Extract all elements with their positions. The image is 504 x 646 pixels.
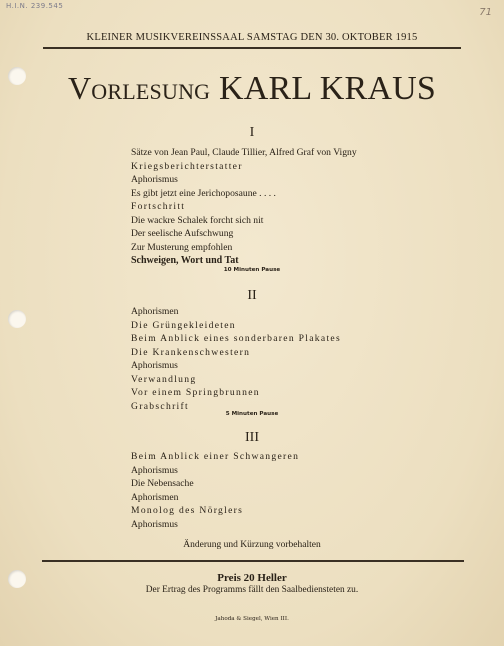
archive-stamp: H.I.N. 239.545 <box>6 2 64 10</box>
intermission-note: 5 Minuten Pause <box>225 411 279 417</box>
program-item: Aphorismus <box>131 464 178 476</box>
intermission-note: 10 Minuten Pause <box>223 267 281 273</box>
section-list <box>131 146 431 268</box>
program-item: Aphorismus <box>131 360 178 371</box>
program-item: Zur Musterung empfohlen <box>131 241 233 253</box>
section-numeral: I <box>249 125 255 140</box>
program-item: Die Grüngekleideten <box>131 319 236 331</box>
event-header: KLEINER MUSIKVEREINSSAAL SAMSTAG DEN 30. OKTOBER 1915 <box>86 32 418 43</box>
program-item: Aphorismus <box>131 174 178 185</box>
printer-imprint: Jahoda & Siegel, Wien III. <box>215 616 289 622</box>
title-name: KARL KRAUS <box>218 70 436 107</box>
punch-hole <box>8 67 26 85</box>
punch-hole <box>8 310 26 328</box>
program-item: Grabschrift <box>131 400 189 412</box>
section-numeral: III <box>245 430 259 445</box>
program-item: Beim Anblick einer Schwangeren <box>131 451 300 462</box>
price: Preis 20 Heller <box>217 572 287 584</box>
title-prefix: Vorlesung <box>68 70 211 106</box>
program-item: Die Krankenschwestern <box>131 346 251 358</box>
program-item: Fortschritt <box>131 201 186 212</box>
price-note: Der Ertrag des Programms fällt den Saalbediensteten zu. <box>145 585 359 595</box>
divider <box>42 560 464 562</box>
program-item: Aphorismus <box>131 518 178 530</box>
program-item: Beim Anblick eines sonderbaren Plakates <box>131 333 342 344</box>
program-item: Verwandlung <box>131 373 197 385</box>
program-item: Aphorismen <box>131 491 179 503</box>
changes-note: Änderung und Kürzung vorbehalten <box>183 540 321 550</box>
divider <box>43 47 461 49</box>
section-list <box>131 305 431 413</box>
program-item: Schweigen, Wort und Tat <box>131 255 239 266</box>
program-item: Der seelische Aufschwung <box>131 228 234 239</box>
program-item: Sätze von Jean Paul, Claude Tillier, Alfred Graf von Vigny <box>131 147 357 158</box>
program-item: Aphorismen <box>131 306 179 317</box>
program-item: Vor einem Springbrunnen <box>131 387 260 398</box>
section-numeral: II <box>247 288 257 303</box>
page-title <box>30 70 474 108</box>
program-item: Monolog des Nörglers <box>131 505 244 516</box>
section-list <box>131 450 431 531</box>
page-number: 71 <box>479 7 492 18</box>
program-item: Es gibt jetzt eine Jerichoposaune . . . . <box>131 187 276 199</box>
program-item: Die wackre Schalek forcht sich nit <box>131 214 264 226</box>
program-item: Kriegsberichterstatter <box>131 160 243 172</box>
program-item: Die Nebensache <box>131 478 194 489</box>
